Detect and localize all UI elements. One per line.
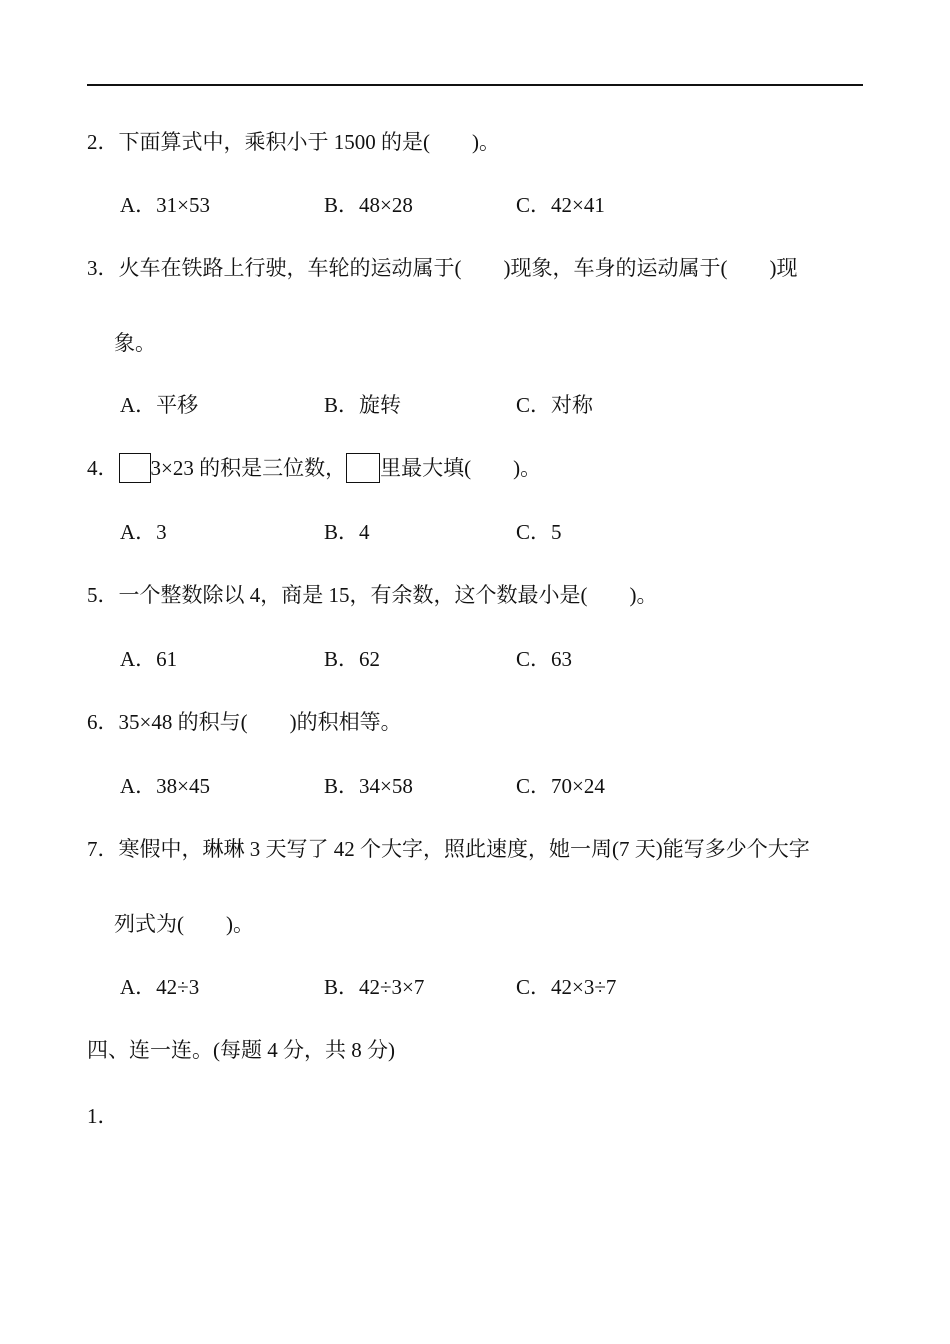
question-7-option-b: B．42÷3×7 xyxy=(324,975,425,999)
question-3-option-c: C．对称 xyxy=(516,393,594,417)
question-4-option-b: B．4 xyxy=(324,520,370,544)
question-5-option-a: A．61 xyxy=(120,647,178,671)
question-4-number: 4． xyxy=(87,456,119,480)
question-5-option-b: B．62 xyxy=(324,647,381,671)
question-3-stem-line2: 象。 xyxy=(114,331,156,355)
blank-box-2 xyxy=(346,453,380,483)
question-7-stem-line2: 列式为( )。 xyxy=(114,912,254,936)
question-4-option-a: A．3 xyxy=(120,520,167,544)
section-4-heading: 四、连一连。(每题 4 分，共 8 分) xyxy=(87,1038,395,1062)
question-4-stem-mid: 3×23 的积是三位数， xyxy=(150,456,347,480)
question-2-option-c: C．42×41 xyxy=(516,193,605,217)
question-2-stem: 2．下面算式中，乘积小于 1500 的是( )。 xyxy=(87,130,500,154)
question-2-option-a: A．31×53 xyxy=(120,193,211,217)
question-7-option-c: C．42×3÷7 xyxy=(516,975,617,999)
question-7-option-a: A．42÷3 xyxy=(120,975,200,999)
top-rule xyxy=(87,84,863,86)
question-4-stem-suffix: 里最大填( )。 xyxy=(380,456,542,480)
question-3-option-b: B．旋转 xyxy=(324,393,402,417)
question-2-option-b: B．48×28 xyxy=(324,193,413,217)
question-6-option-b: B．34×58 xyxy=(324,774,413,798)
question-6-option-c: C．70×24 xyxy=(516,774,605,798)
section-4-item-1: 1． xyxy=(87,1104,119,1128)
question-6-option-a: A．38×45 xyxy=(120,774,211,798)
question-3-stem-line1: 3．火车在铁路上行驶，车轮的运动属于( )现象，车身的运动属于( )现 xyxy=(87,256,798,280)
question-3-option-a: A．平移 xyxy=(120,393,199,417)
question-4-stem xyxy=(87,453,541,483)
question-5-option-c: C．63 xyxy=(516,647,573,671)
question-5-stem: 5．一个整数除以 4，商是 15，有余数，这个数最小是( )。 xyxy=(87,583,658,607)
blank-box-1 xyxy=(119,453,151,483)
question-6-stem: 6．35×48 的积与( )的积相等。 xyxy=(87,710,402,734)
question-4-option-c: C．5 xyxy=(516,520,562,544)
question-7-stem-line1: 7．寒假中，琳琳 3 天写了 42 个大字，照此速度，她一周(7 天)能写多少个大字 xyxy=(87,837,810,861)
